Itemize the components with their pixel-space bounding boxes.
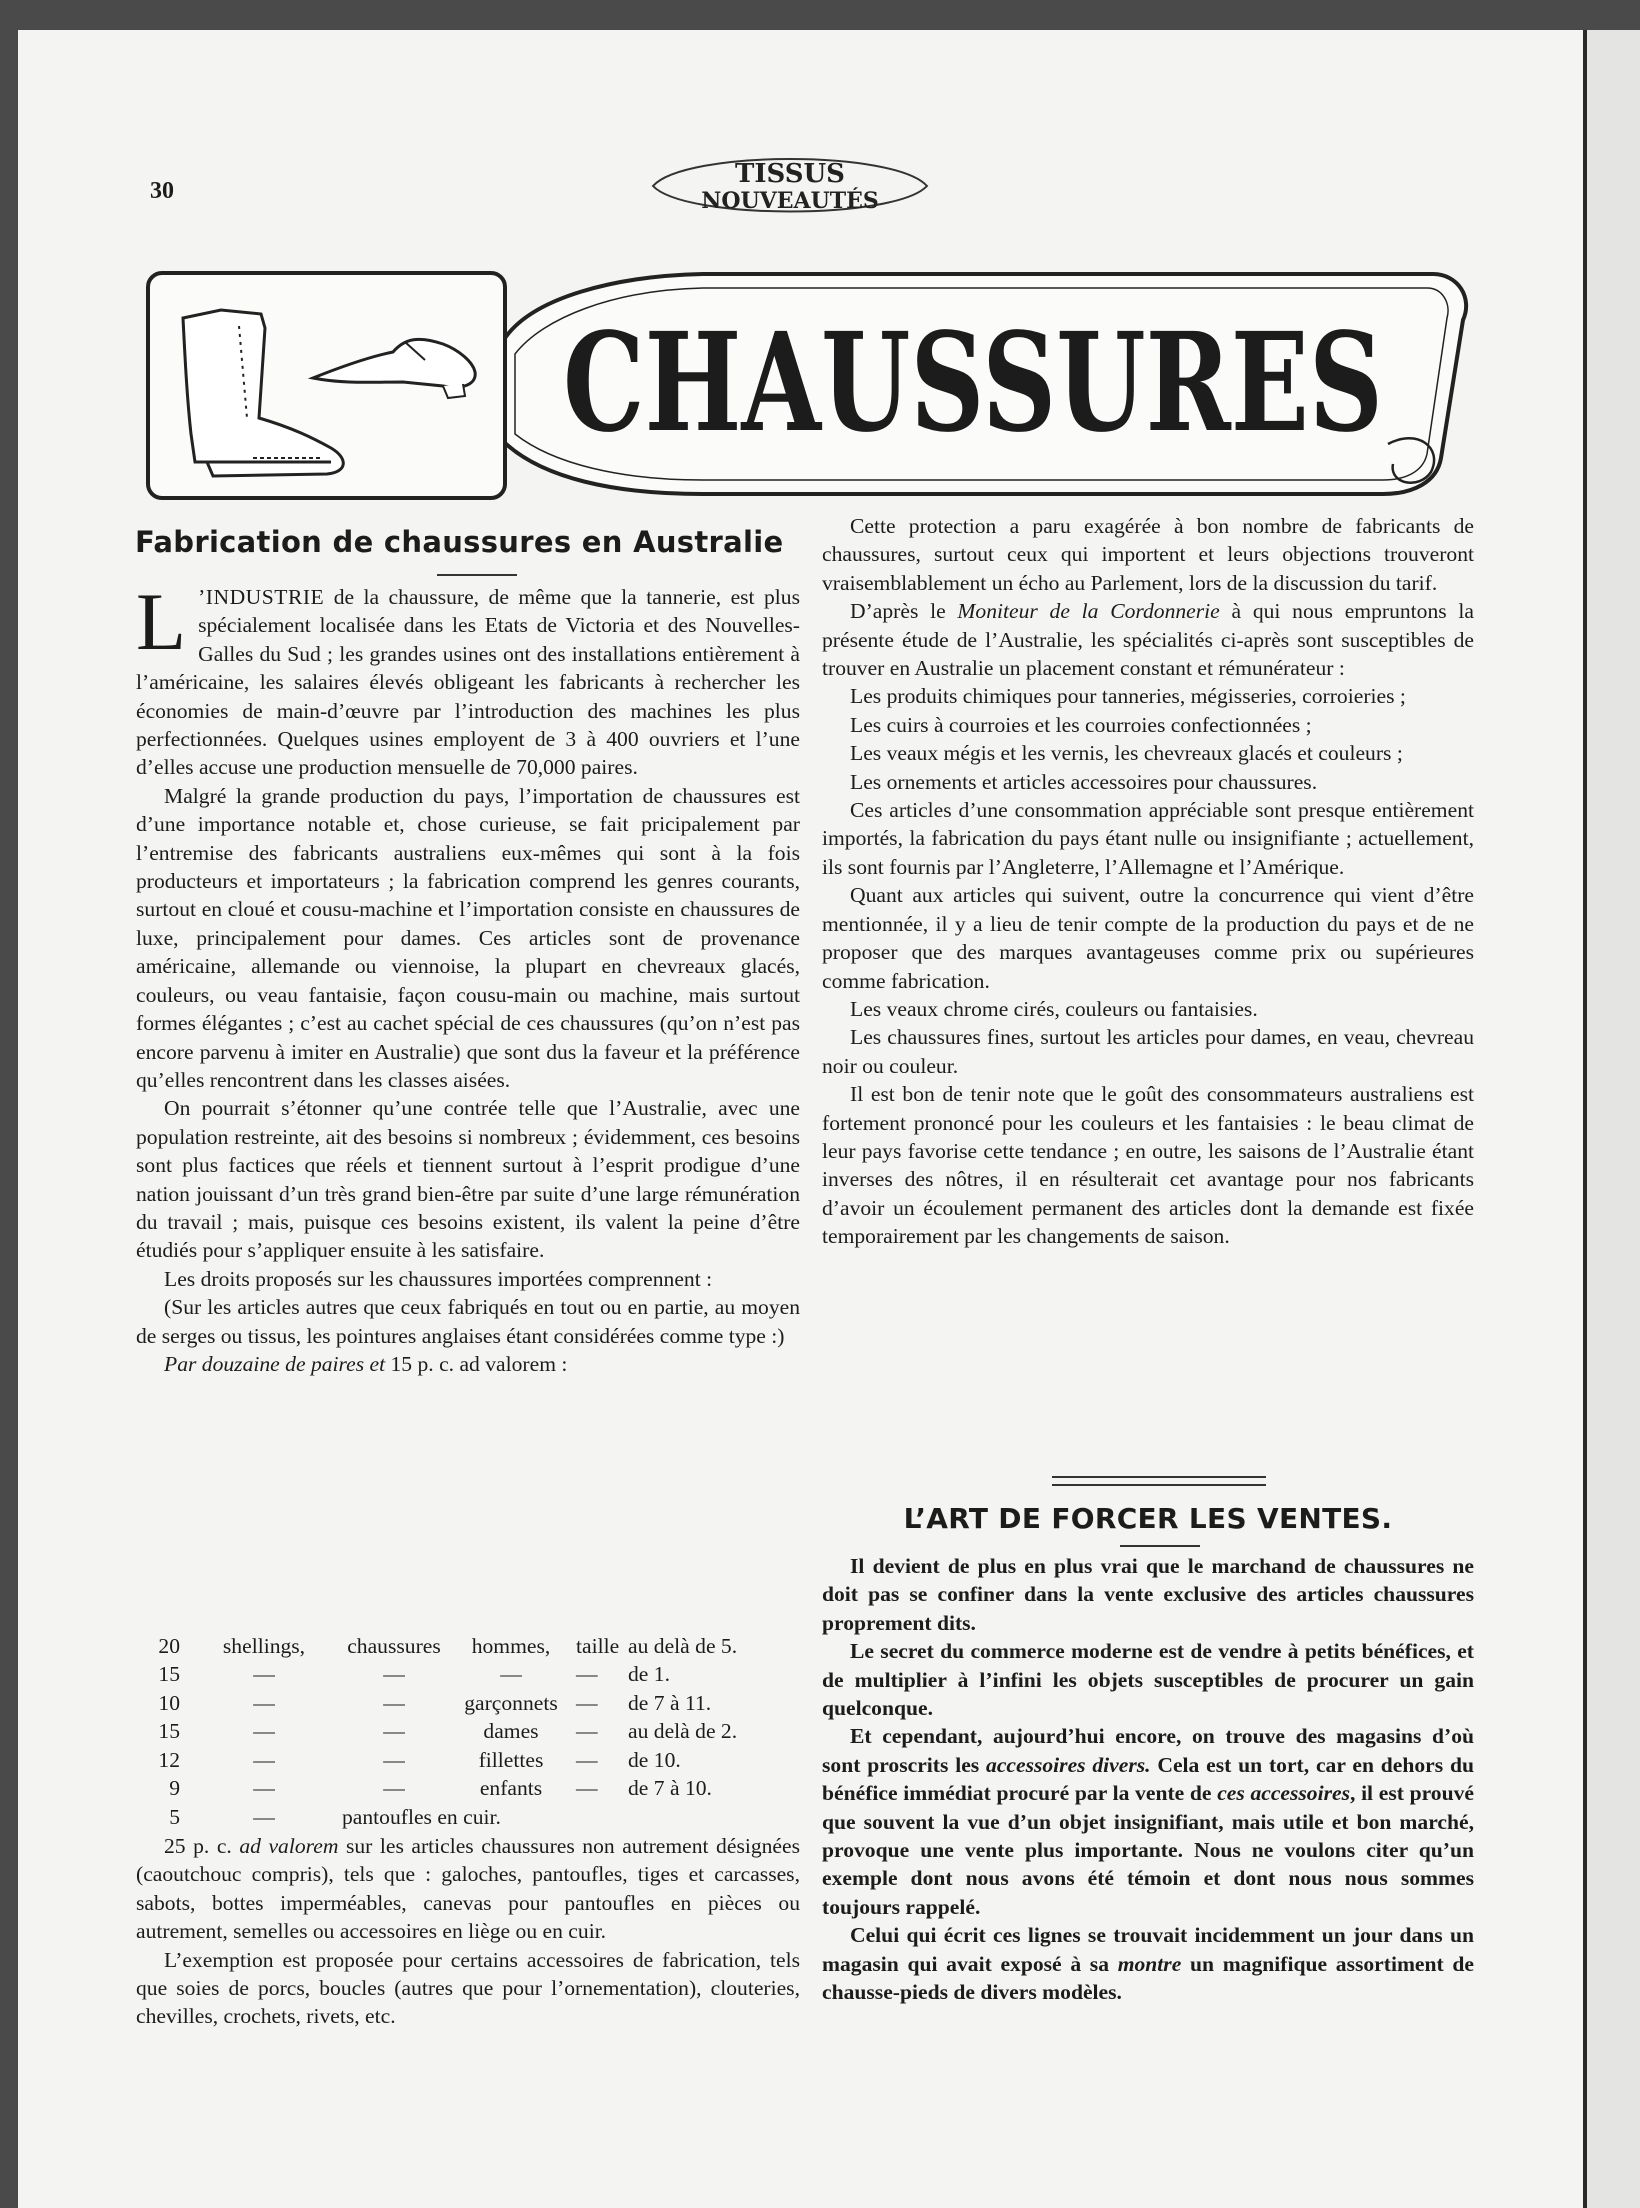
tariff-cell: 20 [158,1634,180,1658]
tariff-cell: de 10. [628,1747,681,1772]
article1-paragraph-4: Les droits proposés sur les chaussures importées comprennent : [164,1266,713,1291]
tariff-cell: shellings, [222,1634,306,1658]
paragraph-text: Celui qui écrit ces lignes se trouvait incidemment un jour dans un magasin qui avait exposé à sa [822,1923,1474,1976]
article1-paragraph-2: Malgré la grande production du pays, l’importation de chaussures est d’une importance notable et, chose curieuse, se fait pricipalement par l’entremise des fabricants australiens eux-mêmes qui sont à la fois producteurs et importateurs ; la fabrication comprend les genres courants, surtout en cloué et cousu-machine et l’importation consiste en chaussures de luxe, principalement pour dames. Ces articles sont de provenance américaine, allemande ou viennoise, la plupart en chevreaux glacés, couleurs, ou veau fantaisie, façon cousu-main ou machine, mais surtout formes élégantes ; c’est au cachet spécial de ces chaussures (qu’on n’est pas encore parvenu à imiter en Australie) que sont dus la faveur et la préférence qu’elles rencontrent dans les classes aisées. [136,783,800,1092]
tariff-cell: dames [483,1719,539,1744]
svg-text:TISSUS: TISSUS [735,159,845,189]
svg-text:NOUVEAUTÉS: NOUVEAUTÉS [701,188,879,214]
tariff-cell: 10 [158,1690,180,1715]
article2-paragraph-2: Le secret du commerce moderne est de vendre à petits bénéfices, et de multiplier à l’infini les objets susceptibles de procurer un gain quelconque. [822,1639,1474,1721]
paragraph-text: à qui nous empruntons la présente étude de l’Australie, les spécialités ci-après sont susceptibles de trouver en Australie un placement constant et rémunérateur : [822,599,1474,681]
tariff-row [138,1774,798,1802]
tariff-cell: 15 [158,1719,180,1744]
adjacent-page-edge [1583,30,1640,2208]
tariff-row [138,1746,798,1774]
tariff-cell: hommes, [471,1634,551,1658]
article1-paragraph-8: L’exemption est proposée pour certains accessoires de fabrication, tels que soies de porcs, boucles (autres que pour l’ornementation), clouteries, chevilles, crochets, rivets, etc. [136,1947,800,2029]
article1-paragraph-5: (Sur les articles autres que ceux fabriqués en tout ou en partie, au moyen de serges ou tissus, les pointures anglaises étant considérées comme type :) [136,1295,800,1348]
tariff-table [138,1632,798,1802]
tariff-cell: — [383,1662,405,1687]
article1-paragraph-r2 [822,597,1474,682]
tariff-row [138,1689,798,1717]
tariff-row [138,1803,501,1831]
tariff-cell: pantoufles en cuir. [342,1805,501,1829]
tariff-cell: — [500,1662,522,1687]
tariff-row [138,1717,798,1745]
article1-paragraph-6 [136,1350,800,1378]
article1-paragraph-r4: Les cuirs à courroies et les courroies confectionnées ; [850,712,1312,737]
article1-paragraph-3: On pourrait s’étonner qu’une contrée telle que l’Australie, avec une population restreinte, ait des besoins si nombreux ; évidemment, ces besoins sont plus factices que réels et tiennent surtout à l’esprit prodigue d’une nation jouissant d’un très grand bien-être par suite d’une large rémunération du travail ; mais, puisque ces besoins existent, ils valent la peine d’être étudiés pour s’appliquer ensuite à les satisfaire. [136,1096,800,1263]
tariff-cell: — [576,1719,598,1744]
tariff-cell: — [253,1805,275,1829]
article2-column [822,1552,1474,2007]
tariff-cell: — [383,1690,405,1715]
tariff-cell: — [253,1747,275,1772]
section-divider [1052,1476,1266,1486]
article1-paragraph-r9: Les veaux chrome cirés, couleurs ou fantaisies. [850,996,1258,1021]
tariff-cell: — [576,1747,598,1772]
paragraph-text: un magnifique assortiment de chausse-pieds de divers modèles. [822,1951,1474,2005]
tariff-cell: — [576,1690,598,1715]
article2-paragraph-1: Il devient de plus en plus vrai que le marchand de chaussures ne doit pas se confiner dans la vente exclusive des articles chaussures proprement dits. [822,1554,1474,1635]
svg-text:CHAUSSURES: CHAUSSURES [563,303,1383,463]
tariff-cell: 9 [169,1776,180,1801]
chaussures-banner [143,258,1478,506]
tariff-cell: fillettes [478,1747,544,1772]
italic-phrase: ad valorem [239,1834,339,1858]
tariff-row [138,1660,798,1688]
page-number: 30 [150,178,174,204]
article1-left-column [136,576,800,1378]
tariff-cell: — [383,1776,405,1801]
tariff-cell: au delà de 2. [628,1719,738,1744]
tariff-cell: 15 [158,1662,180,1687]
title-rule [437,574,517,576]
tariff-cell: — [253,1776,275,1801]
masthead-logo [645,142,935,226]
paragraph-text: Cela est un tort, car en dehors du bénéfice immédiat procuré par la vente de [822,1752,1474,1806]
tariff-cell: — [383,1719,405,1744]
article1-paragraph-r7: Ces articles d’une consommation appréciable sont presque entièrement importés, la fabrication du pays étant nulle ou insignifiante ; actuellement, ils sont fournis par l’Angleterre, l’Allemagne et l’Amérique. [822,798,1474,879]
article2-paragraph-4 [822,1921,1474,2006]
article1-paragraph-r1: Cette protection a paru exagérée à bon nombre de fabricants de chaussures, surtout ceux qui importent et leurs objections trouveront vraisemblablement un écho au Parlement, lors de la discussion du tarif. [822,514,1474,595]
article1-paragraph-r8: Quant aux articles qui suivent, outre la concurrence qui vient d’être mentionnée, il y a lieu de tenir compte de la production du pays et de ne proposer que des marques avantageuses comme prix ou supérieures comme fabrication. [822,883,1474,993]
tariff-cell: — [253,1719,275,1744]
article1-paragraph-r3: Les produits chimiques pour tanneries, mégisseries, corroieries ; [850,684,1406,709]
article1-paragraph-r11: Il est bon de tenir note que le goût des consommateurs australiens est fortement prononcé pour les couleurs et les fantaisies : le beau climat de leur pays favorise cette tendance ; en outre, les saisons de l’Australie étant inverses des nôtres, il en résulterait cet avantage pour nos fabricants d’avoir un écoulement permanent des articles dont la demande est fixée temporairement par les changements de saison. [822,1082,1474,1249]
article1-paragraph-r10: Les chaussures fines, surtout les articles pour dames, en veau, chevreau noir ou couleur. [822,1025,1474,1078]
tariff-cell: garçonnets [464,1690,558,1715]
tariff-cell: — [253,1662,275,1687]
paragraph-text: 25 p. c. [164,1834,240,1858]
tariff-cell: — [576,1776,598,1801]
article2-title: L’ART DE FORCER LES VENTES. [903,1502,1393,1535]
paragraph-text: D’après le [850,599,958,624]
tariff-cell: — [383,1747,405,1772]
tariff-cell: taille [576,1634,620,1658]
article1-paragraph-1 [136,576,800,782]
tariff-cell: 12 [158,1747,180,1772]
article1-left-column-continued [136,1832,800,2031]
article1-title: Fabrication de chaussures en Australie [135,525,784,559]
tariff-row [138,1632,798,1660]
italic-phrase: montre [1117,1951,1182,1976]
tariff-cell: de 7 à 10. [628,1776,712,1801]
tariff-cell: 5 [169,1805,180,1829]
lead-word: ’INDUSTRIE [198,585,325,609]
paragraph-text: 15 p. c. ad valorem : [385,1351,568,1376]
italic-phrase: Par douzaine de paires et [164,1351,386,1376]
tariff-cell: — [576,1662,598,1687]
paragraph-text: sur les articles chaussures non autrement désignées (caoutchouc compris), tels que : galoches, pantoufles, tiges et carcasses, sabots, bottes imperméables, canevas pour pantoufles en pièces ou autrement, semelles ou accessoires en liège ou en cuir. [136,1834,801,1944]
tariff-cell: de 1. [628,1662,670,1687]
tariff-cell: chaussures [347,1634,441,1658]
tariff-cell: au delà de 5. [628,1634,738,1658]
article2-paragraph-3 [822,1722,1474,1921]
article1-paragraph-r6: Les ornements et articles accessoires pour chaussures. [850,769,1318,794]
tariff-cell: — [253,1690,275,1715]
drop-cap: L [136,576,187,667]
tariff-cell: enfants [479,1776,543,1801]
article1-paragraph-r5: Les veaux mégis et les vernis, les chevreaux glacés et couleurs ; [850,741,1403,766]
article1-right-column [822,512,1474,1251]
tariff-cell: de 7 à 11. [628,1690,712,1715]
paragraph-text: Et cependant, aujourd’hui encore, on trouve des magasins d’où sont proscrits les [822,1724,1474,1777]
title-rule [1120,1545,1200,1547]
italic-phrase: ces accessoires [1217,1781,1350,1806]
article1-paragraph-7 [136,1832,800,1946]
paragraph-text: , il est prouvé que souvent la vue d’un objet insignifiant, mais utile et bon marché, provoque une vente plus importante. Nous ne voulons citer qu’un exemple dont nous avons été témoin et dont nous nous sommes toujours rappelé. [822,1781,1474,1919]
italic-phrase: Moniteur de la Cordonnerie [957,599,1220,624]
italic-phrase: accessoires divers. [986,1752,1151,1777]
paragraph-text: de la chaussure, de même que la tannerie, est plus spécialement localisée dans les Etats de Victoria et des Nouvelles-Galles du Sud ; les grandes usines ont des installations entièrement à l’américaine, les salaires élevés obligeant les fabricants à rechercher les économies de main-d’œuvre par l’introduction des machines les plus perfectionnées. Quelques usines employent de 3 à 400 ouvriers et l’une d’elles accuse une production mensuelle de 70,000 paires. [136,585,800,780]
